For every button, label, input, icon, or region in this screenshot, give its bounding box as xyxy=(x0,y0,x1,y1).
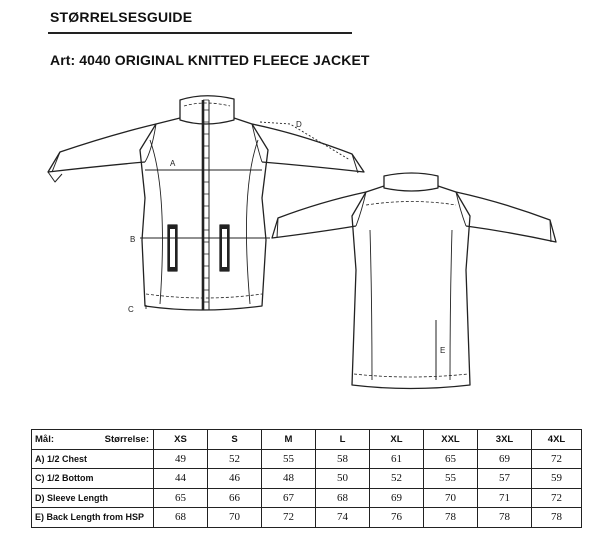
table-cell: 48 xyxy=(262,469,316,489)
table-cell: 69 xyxy=(370,488,424,508)
label-d: D xyxy=(296,120,302,129)
table-cell: 76 xyxy=(370,508,424,528)
size-chart-table xyxy=(31,429,582,528)
table-cell: 67 xyxy=(262,488,316,508)
table-cell: 70 xyxy=(208,508,262,528)
article-title: Art: 4040 ORIGINAL KNITTED FLEECE JACKET xyxy=(50,52,370,68)
table-cell: 58 xyxy=(316,449,370,469)
table-cell: 55 xyxy=(262,449,316,469)
guide-title: STØRRELSESGUIDE xyxy=(50,9,193,25)
size-header: 4XL xyxy=(532,430,582,450)
label-e: E xyxy=(440,346,446,355)
table-cell: 74 xyxy=(316,508,370,528)
table-cell: 78 xyxy=(478,508,532,528)
size-header: S xyxy=(208,430,262,450)
table-header-row xyxy=(32,430,582,450)
table-row xyxy=(32,488,582,508)
table-cell: 78 xyxy=(424,508,478,528)
jacket-technical-drawing xyxy=(0,80,600,410)
table-cell: 66 xyxy=(208,488,262,508)
table-cell: 57 xyxy=(478,469,532,489)
label-c: C xyxy=(128,305,134,314)
table-cell: 68 xyxy=(154,508,208,528)
back-jacket-drawing xyxy=(272,173,556,389)
table-cell: 65 xyxy=(154,488,208,508)
table-cell: 50 xyxy=(316,469,370,489)
size-header: 3XL xyxy=(478,430,532,450)
header-corner-cell xyxy=(32,430,154,450)
table-cell: 44 xyxy=(154,469,208,489)
size-header: XXL xyxy=(424,430,478,450)
size-header: XS xyxy=(154,430,208,450)
table-cell: 69 xyxy=(478,449,532,469)
table-cell: 61 xyxy=(370,449,424,469)
table-cell: 68 xyxy=(316,488,370,508)
label-b: B xyxy=(130,235,136,244)
table-cell: 72 xyxy=(532,488,582,508)
row-label: D) Sleeve Length xyxy=(32,488,154,508)
table-cell: 78 xyxy=(532,508,582,528)
table-cell: 70 xyxy=(424,488,478,508)
title-divider xyxy=(48,32,352,34)
size-label: Størrelse: xyxy=(104,434,149,445)
label-a: A xyxy=(170,159,176,168)
row-label: A) 1/2 Chest xyxy=(32,449,154,469)
table-cell: 52 xyxy=(370,469,424,489)
table-cell: 72 xyxy=(532,449,582,469)
size-header: L xyxy=(316,430,370,450)
size-header: XL xyxy=(370,430,424,450)
table-cell: 52 xyxy=(208,449,262,469)
table-cell: 49 xyxy=(154,449,208,469)
front-jacket-drawing xyxy=(48,96,364,310)
measurement-lines xyxy=(140,122,436,380)
table-cell: 72 xyxy=(262,508,316,528)
table-cell: 59 xyxy=(532,469,582,489)
table-cell: 71 xyxy=(478,488,532,508)
table-row xyxy=(32,469,582,489)
measure-label: Mål: xyxy=(35,434,54,445)
table-cell: 65 xyxy=(424,449,478,469)
table-row xyxy=(32,508,582,528)
table-cell: 55 xyxy=(424,469,478,489)
row-label: C) 1/2 Bottom xyxy=(32,469,154,489)
table-row xyxy=(32,449,582,469)
size-header: M xyxy=(262,430,316,450)
table-cell: 46 xyxy=(208,469,262,489)
row-label: E) Back Length from HSP xyxy=(32,508,154,528)
